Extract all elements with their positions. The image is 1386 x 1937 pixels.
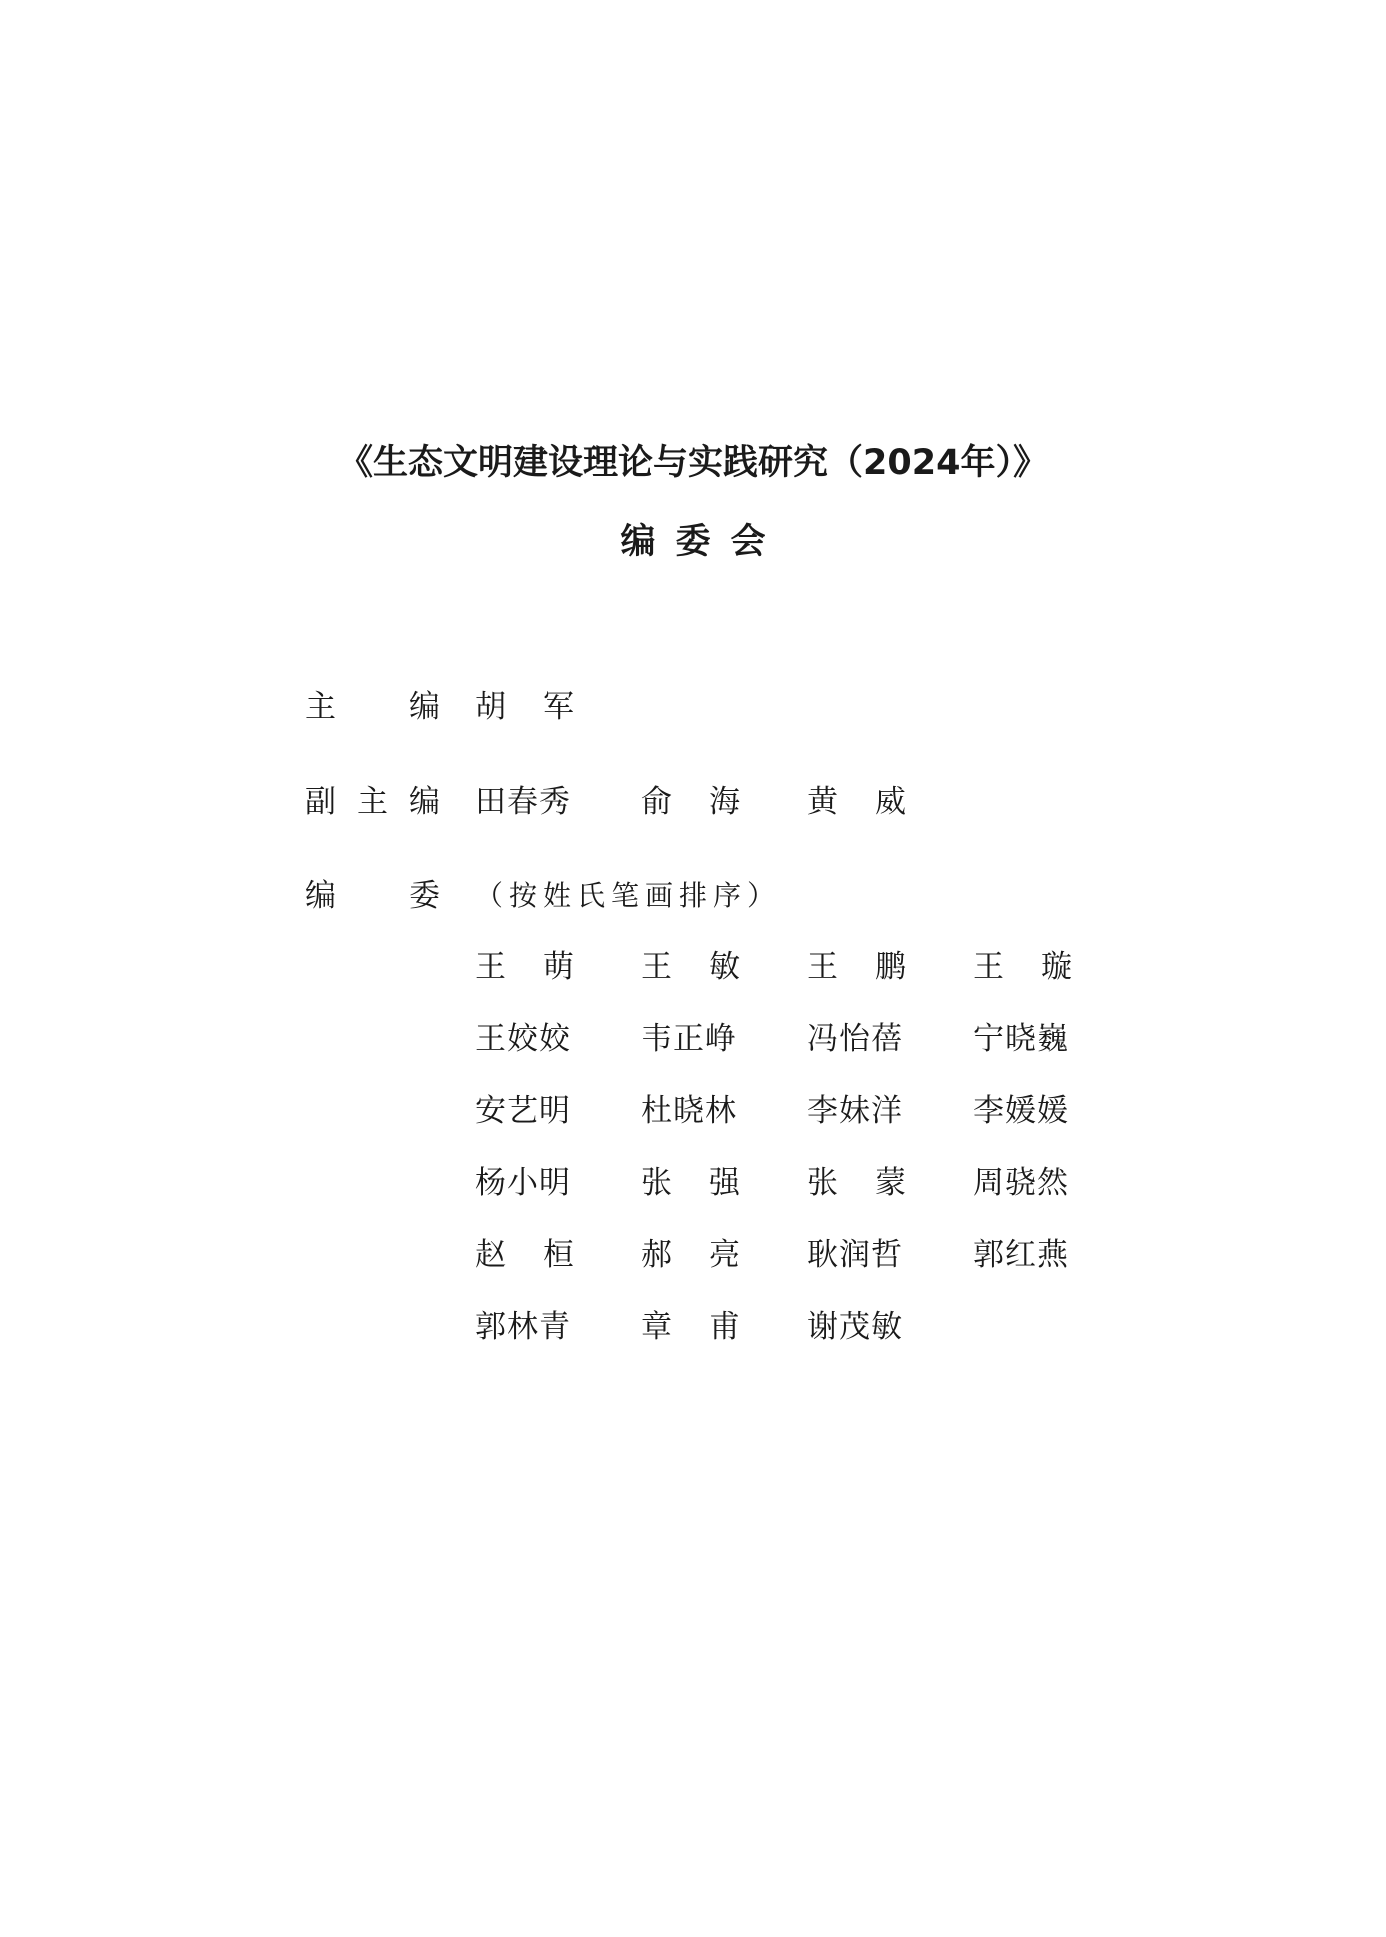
- editorial-board-member: 杨小明: [475, 1165, 571, 1201]
- editorial-board-member: 张 蒙: [807, 1165, 906, 1201]
- chief-editor-name: 胡 军: [475, 689, 574, 725]
- editorial-board-members: [475, 945, 1139, 1377]
- editorial-board-label: 编 委: [305, 878, 440, 914]
- deputy-editors-row: [305, 780, 973, 824]
- editorial-board-member: 耿润哲: [807, 1237, 903, 1273]
- editorial-board-member: 李妹洋: [807, 1093, 903, 1129]
- editorial-board-member: 章 甫: [641, 1309, 740, 1345]
- chief-editor-label: 主 编: [305, 689, 440, 725]
- editorial-board-member: 安艺明: [475, 1093, 571, 1129]
- editorial-board-member: 宁晓巍: [973, 1021, 1069, 1057]
- deputy-editors-label: 副 主 编: [305, 784, 440, 820]
- editorial-board-member: 李媛媛: [973, 1093, 1069, 1129]
- editorial-board-member: 韦正峥: [641, 1021, 737, 1057]
- editorial-board-row: [305, 874, 781, 918]
- editorial-board-member: 郭红燕: [973, 1237, 1069, 1273]
- deputy-editor-name: 俞 海: [641, 784, 740, 820]
- deputy-editor-name: 黄 威: [807, 784, 906, 820]
- editorial-board-member: 冯怡蓓: [807, 1021, 903, 1057]
- editorial-board-member: 郭林青: [475, 1309, 571, 1345]
- editorial-board-member: 谢茂敏: [807, 1309, 903, 1345]
- book-title: 《生态文明建设理论与实践研究（2024年）》: [338, 443, 1048, 483]
- editorial-board-member: 王 敏: [641, 949, 740, 985]
- editorial-board-member: 王姣姣: [475, 1021, 571, 1057]
- deputy-editor-name: 田春秀: [475, 784, 571, 820]
- chief-editor-row: [305, 685, 641, 729]
- editorial-board-note: （按姓氏笔画排序）: [475, 879, 782, 912]
- editorial-board-member: 张 强: [641, 1165, 740, 1201]
- editorial-board-member: 王 鹏: [807, 949, 906, 985]
- editorial-board-member: 杜晓林: [641, 1093, 737, 1129]
- committee-title: 编委会: [620, 522, 786, 562]
- editorial-board-member: 周骁然: [973, 1165, 1069, 1201]
- editorial-board-member: 王 萌: [475, 949, 574, 985]
- editorial-board-member: 赵 桓: [475, 1237, 574, 1273]
- editorial-board-member: 郝 亮: [641, 1237, 740, 1273]
- editorial-board-member: 王 璇: [973, 949, 1072, 985]
